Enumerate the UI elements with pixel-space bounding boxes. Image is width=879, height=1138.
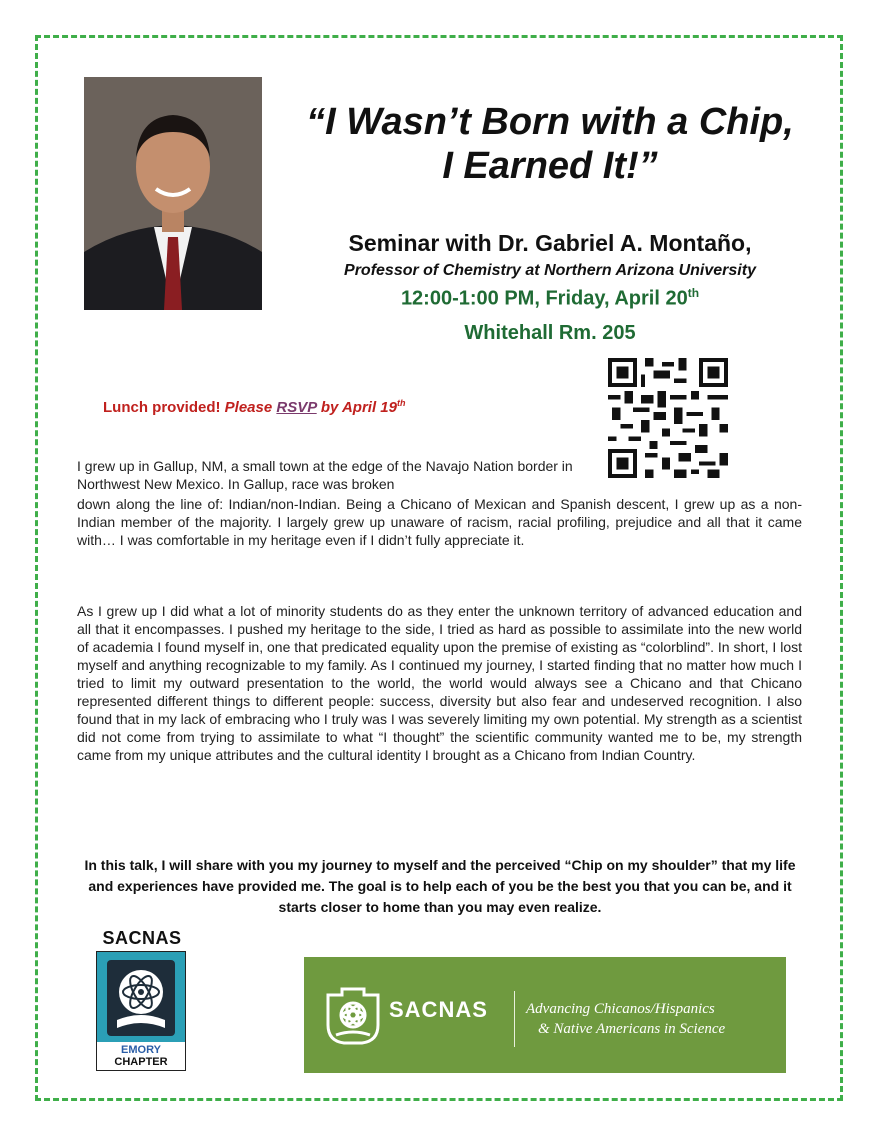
rsvp-deadline-suffix: th <box>397 398 406 408</box>
sacnas-emory-chapter-logo <box>96 928 188 1074</box>
rsvp-link[interactable]: RSVP <box>276 399 317 416</box>
body-paragraph-1-intro: I grew up in Gallup, NM, a small town at the edge of the Navajo Nation border in Northwest New Mexico. In Gallup, race was broken <box>77 458 573 492</box>
sacnas-emblem-icon <box>322 985 384 1049</box>
event-time-text: 12:00-1:00 PM, Friday, April 20 <box>400 287 688 310</box>
event-time-suffix: th <box>687 286 700 300</box>
seminar-speaker: Seminar with Dr. Gabriel A. Montaño, <box>348 230 752 256</box>
body-paragraph-2: As I grew up I did what a lot of minority students do as they enter the unknown territory of advanced education and all that it encompasses. I pushed my heritage to the side, I tried as hard as possible to assimilate into the new world of academia I found myself in, one that predicated equality upon the premise of existing as “colorblind”. In short, I lost myself and anything recognizable to my family. As I continued my journey, I started finding that no matter how much I tried to limit my outward presentation to the world, the world would always see a Chicano and that Chicano represented different things to different people: success, diversity but also fear and undeserved recognition. I also found that in my lack of embracing who I truly was I was severely limiting my own potential. My strength as a scientist did not come from trying to assimilate to what “I thought” the scientific community wanted me to be, my strength came from my unique attributes and the cultural identity I brought as a Chicano from Indian Country. <box>77 603 802 763</box>
closing-statement: In this talk, I will share with you my journey to myself and the perceived “Chip on my shoulder” that my life and experiences have provided me. The goal is to help each of you be the best you that you can be, and it starts closer to home than you may even realize. <box>84 857 796 915</box>
lunch-rsvp-note <box>103 398 406 416</box>
chapter-org-name: SACNAS <box>102 928 182 948</box>
please-text: Please <box>224 399 277 416</box>
banner-tagline <box>526 999 725 1039</box>
event-room: Whitehall Rm. 205 <box>464 322 636 344</box>
banner-tagline-2: & Native Americans in Science <box>538 1021 726 1037</box>
banner-divider <box>514 991 515 1047</box>
chapter-label <box>97 1042 185 1070</box>
banner-tagline-1: Advancing Chicanos/Hispanics <box>526 1001 715 1017</box>
chapter-emblem <box>96 951 186 1071</box>
chapter-school: EMORY <box>121 1044 161 1056</box>
banner-org-name: SACNAS <box>389 997 488 1022</box>
rsvp-qr-code[interactable] <box>608 358 728 478</box>
headline-line-1: “I Wasn’t Born with a Chip, <box>306 101 794 143</box>
seminar-headline <box>280 100 820 188</box>
event-time <box>280 286 820 311</box>
headline-line-2: I Earned It!” <box>442 145 658 187</box>
lunch-provided: Lunch provided! <box>103 399 225 416</box>
speaker-photo <box>84 77 262 310</box>
rsvp-deadline: by April 19 <box>316 399 397 416</box>
atom-emblem-icon <box>97 952 185 1044</box>
speaker-affiliation: Professor of Chemistry at Northern Arizona University <box>344 262 756 279</box>
chapter-word: CHAPTER <box>114 1056 168 1068</box>
body-paragraph-1: down along the line of: Indian/non-Indian. Being a Chicano of Mexican and Spanish descent, I grew up as a non-Indian member of the majority. I largely grew up unaware of racism, racial profiling, prejudice and all that it came with… I was comfortable in my heritage even if I didn’t fully appreciate it. <box>77 496 802 548</box>
sacnas-banner-logo <box>304 957 786 1073</box>
